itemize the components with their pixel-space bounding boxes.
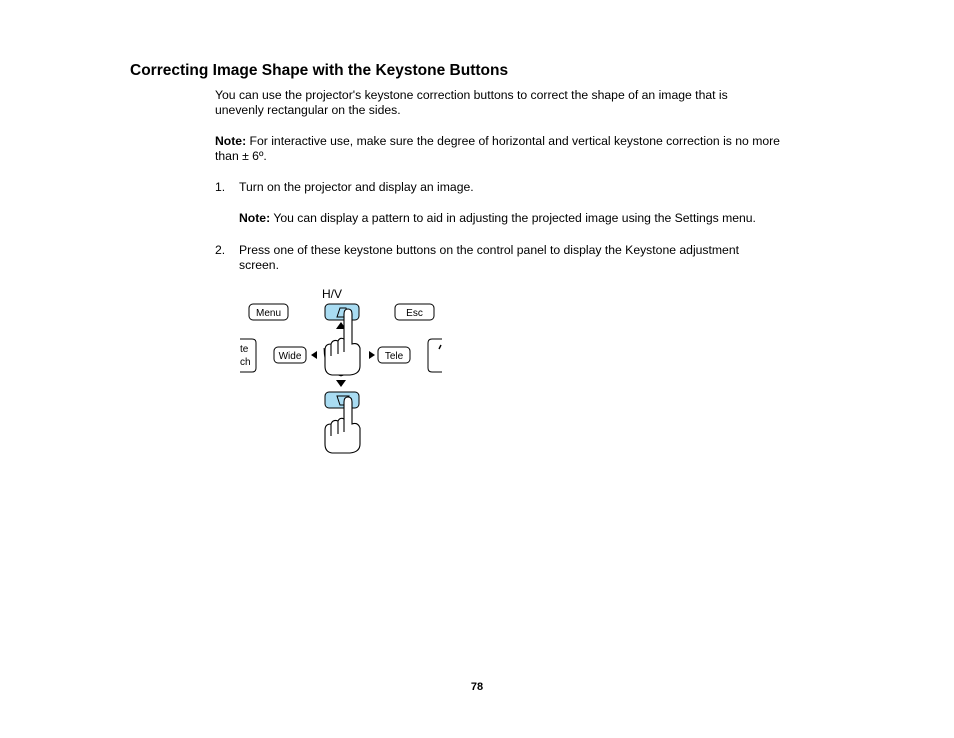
wide-button [274, 347, 306, 363]
left-partial-label-bottom: ch [240, 357, 251, 368]
step-text-line-1: Press one of these keystone buttons on the control panel to display the Keystone adjustment [239, 243, 740, 257]
note-line-1: For interactive use, make sure the degree of horizontal and vertical keystone correction is no more [246, 134, 780, 148]
page-number: 78 [470, 681, 484, 693]
note-label: Note: [215, 134, 247, 148]
page-heading: Correcting Image Shape with the Keystone Buttons [130, 62, 509, 79]
right-partial-button [428, 339, 442, 372]
tele-button [378, 347, 410, 363]
hv-label: H/V [321, 287, 343, 301]
note-text: You can display a pattern to aid in adjusting the projected image using the Settings menu. [270, 211, 756, 225]
control-panel-diagram [236, 284, 446, 456]
keystone-down-button [325, 392, 359, 408]
intro-paragraph [215, 88, 835, 118]
step-number: 1. [215, 180, 226, 194]
step-text-line-2: screen. [239, 258, 279, 272]
step-number: 2. [215, 243, 226, 257]
intro-line-2: unevenly rectangular on the sides. [215, 103, 401, 117]
esc-button-label: Esc [406, 308, 423, 319]
arrow-left-icon [311, 351, 317, 359]
intro-line-1: You can use the projector's keystone correction buttons to correct the shape of an image that is [215, 88, 728, 102]
note-pattern [239, 211, 829, 226]
left-partial-button [240, 339, 256, 372]
arrow-right-icon [369, 351, 375, 359]
keystone-up-button [325, 304, 359, 320]
esc-button [395, 304, 434, 320]
menu-button-label: Menu [255, 308, 282, 319]
step-text: Turn on the projector and display an image. [239, 180, 474, 194]
tele-button-label: Tele [384, 351, 404, 362]
menu-button [249, 304, 288, 320]
step-text [239, 243, 799, 273]
note-label: Note: [239, 211, 271, 225]
note-interactive-use [215, 134, 835, 164]
arrow-down-icon [336, 380, 346, 387]
wide-button-label: Wide [278, 351, 302, 362]
note-line-2: than ± 6º. [215, 149, 267, 163]
left-partial-label-top: te [240, 344, 249, 355]
